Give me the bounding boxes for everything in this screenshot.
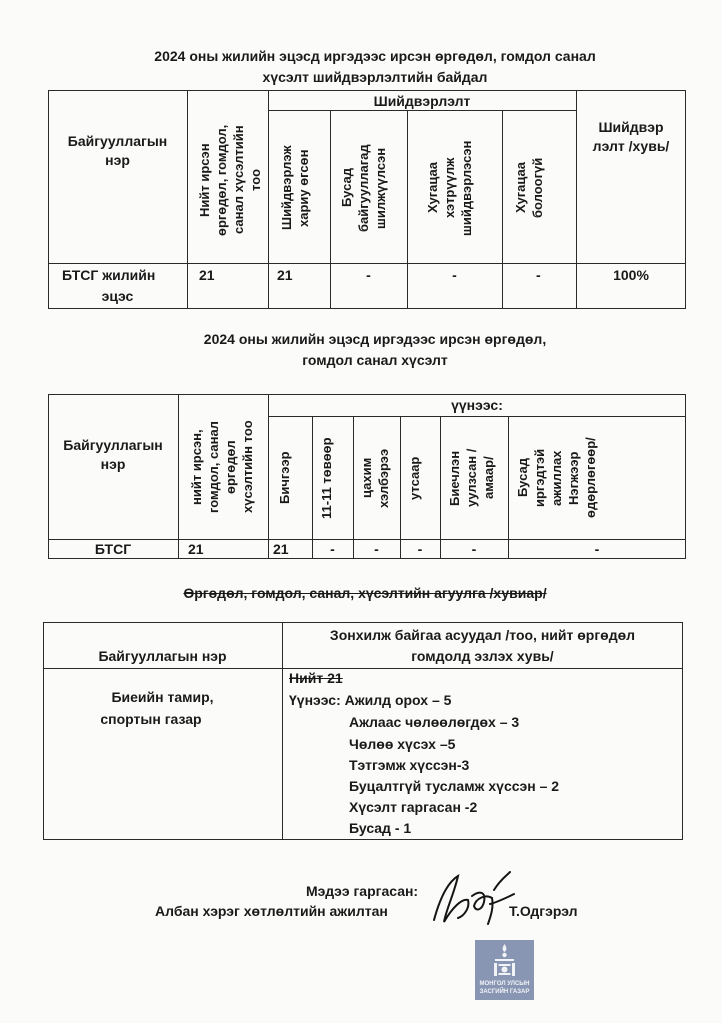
doc2-row-total: 21 (188, 541, 204, 557)
doc2-header-c4: утсаар (407, 456, 422, 500)
doc1-header-c1: Шийдвэрлэж хариу өгсөн (279, 145, 311, 231)
doc3-title: Өргөдөл, гомдол, санал, хүсэлтийн агуулга /хувиар/ (183, 585, 547, 601)
doc1-header-total: Нийт ирсэн өргөдөл, гомдол, санал хүсэлтийн тоо (197, 124, 263, 236)
doc2-header-group: үүнээс: (451, 397, 503, 413)
doc3-line-0: Үүнээс: Ажилд орох – 5 (289, 692, 452, 708)
doc2-row-c3: - (374, 541, 379, 557)
doc1-row-c1: 21 (277, 267, 293, 283)
doc1-row-org-line1: БТСГ жилийн (62, 267, 156, 283)
doc2-row-c2: - (330, 541, 335, 557)
doc1-header-org: Байгууллагын нэр (67, 133, 168, 168)
doc3-header-right-line1: Зонхилж байгаа асуудал /тоо, нийт өргөдөл (329, 627, 636, 643)
doc1-row-org-line2: эцэс (101, 288, 134, 304)
doc1-title-line2: хүсэлт шийдвэрлэлтийн байдал (262, 69, 488, 85)
doc2-header-org: Байгууллагын нэр (63, 437, 163, 472)
doc1-row-c4: - (536, 267, 541, 283)
doc2-row-c1: 21 (273, 541, 289, 557)
doc1-row-pct: 100% (613, 267, 649, 283)
doc3-line-6: Бусад - 1 (349, 820, 412, 836)
doc3-line-2: Чөлөө хүсэх –5 (349, 736, 456, 752)
doc3-line-5: Хүсэлт гаргасан -2 (349, 799, 478, 815)
doc3-line-4: Буцалтгүй тусламж хүссэн – 2 (349, 778, 560, 794)
doc2-row-c5: - (471, 541, 477, 557)
signature-line1: Мэдээ гаргасан: (306, 883, 419, 899)
doc3-line-1: Ажлаас чөлөөлөгдөх – 3 (349, 714, 520, 730)
doc1-row-c2: - (366, 267, 371, 283)
emblem-text-line1: МОНГОЛ УЛСЫН (479, 981, 530, 987)
doc1-header-pct: Шийдвэр лэлт /хувь/ (592, 119, 670, 154)
doc3-org-line1: Биеийн тамир, (111, 689, 214, 705)
doc2-title-line1: 2024 оны жилийн эцэсд иргэдээс ирсэн өргөдөл, (203, 331, 547, 347)
doc2-header-c6: Бусад иргэдтэй ажиллах Нэгжээр өдөрлөгөөр/ (515, 437, 598, 519)
doc2-row-c4: - (417, 541, 423, 557)
doc3-header-right-line2: гомдолд эзлэх хувь/ (411, 648, 554, 664)
doc3-header-left: Байгууллагын нэр (98, 648, 227, 664)
signature-line2: Албан хэрэг хөтлөлтийн ажилтан (155, 903, 388, 919)
doc1-header-c2: Бусад байгууллагад шилжүүлсэн (339, 144, 388, 232)
doc2-header-c3: цахим хэлбэрээ (359, 448, 391, 508)
doc3-org-line2: спортын газар (100, 711, 202, 727)
government-emblem-logo (475, 940, 534, 1000)
doc2-title-line2: гомдол санал хүсэлт (302, 352, 448, 368)
soyombo-icon (475, 940, 534, 980)
signature-name: Т.Одгэрэл (509, 903, 578, 919)
doc2-header-c2: 11-11 төвөөр (319, 437, 334, 519)
doc1-header-group: Шийдвэрлэлт (373, 93, 471, 109)
doc2-header-total: нийт ирсэн, гомдол, санал өргөдөл хүсэлтийн тоо (189, 420, 255, 514)
doc1-title-line1: 2024 оны жилийн эцэсд иргэдээс ирсэн өргөдөл, гомдол санал (154, 48, 596, 64)
doc2-header-c1: Бичгээр (277, 451, 292, 505)
doc3-line-3: Тэтгэмж хүссэн-3 (349, 757, 470, 773)
doc2-row-org: БТСГ (94, 541, 132, 557)
emblem-text-line2: ЗАСГИЙН ГАЗАР (479, 989, 530, 995)
doc1-header-c3: Хугацаа хэтрүүлж шийдвэрлэсэн (425, 140, 474, 236)
doc2-row-c6: - (594, 541, 600, 557)
handwritten-signature (428, 868, 520, 932)
doc1-row-total: 21 (199, 267, 215, 283)
doc1-header-c4: Хугацаа болоогүй (513, 157, 545, 219)
doc3-total: Нийт 21 (289, 670, 343, 686)
doc1-row-c3: - (452, 267, 457, 283)
doc2-header-c5: Биечлэн уулзсан / амаар/ (447, 448, 496, 508)
